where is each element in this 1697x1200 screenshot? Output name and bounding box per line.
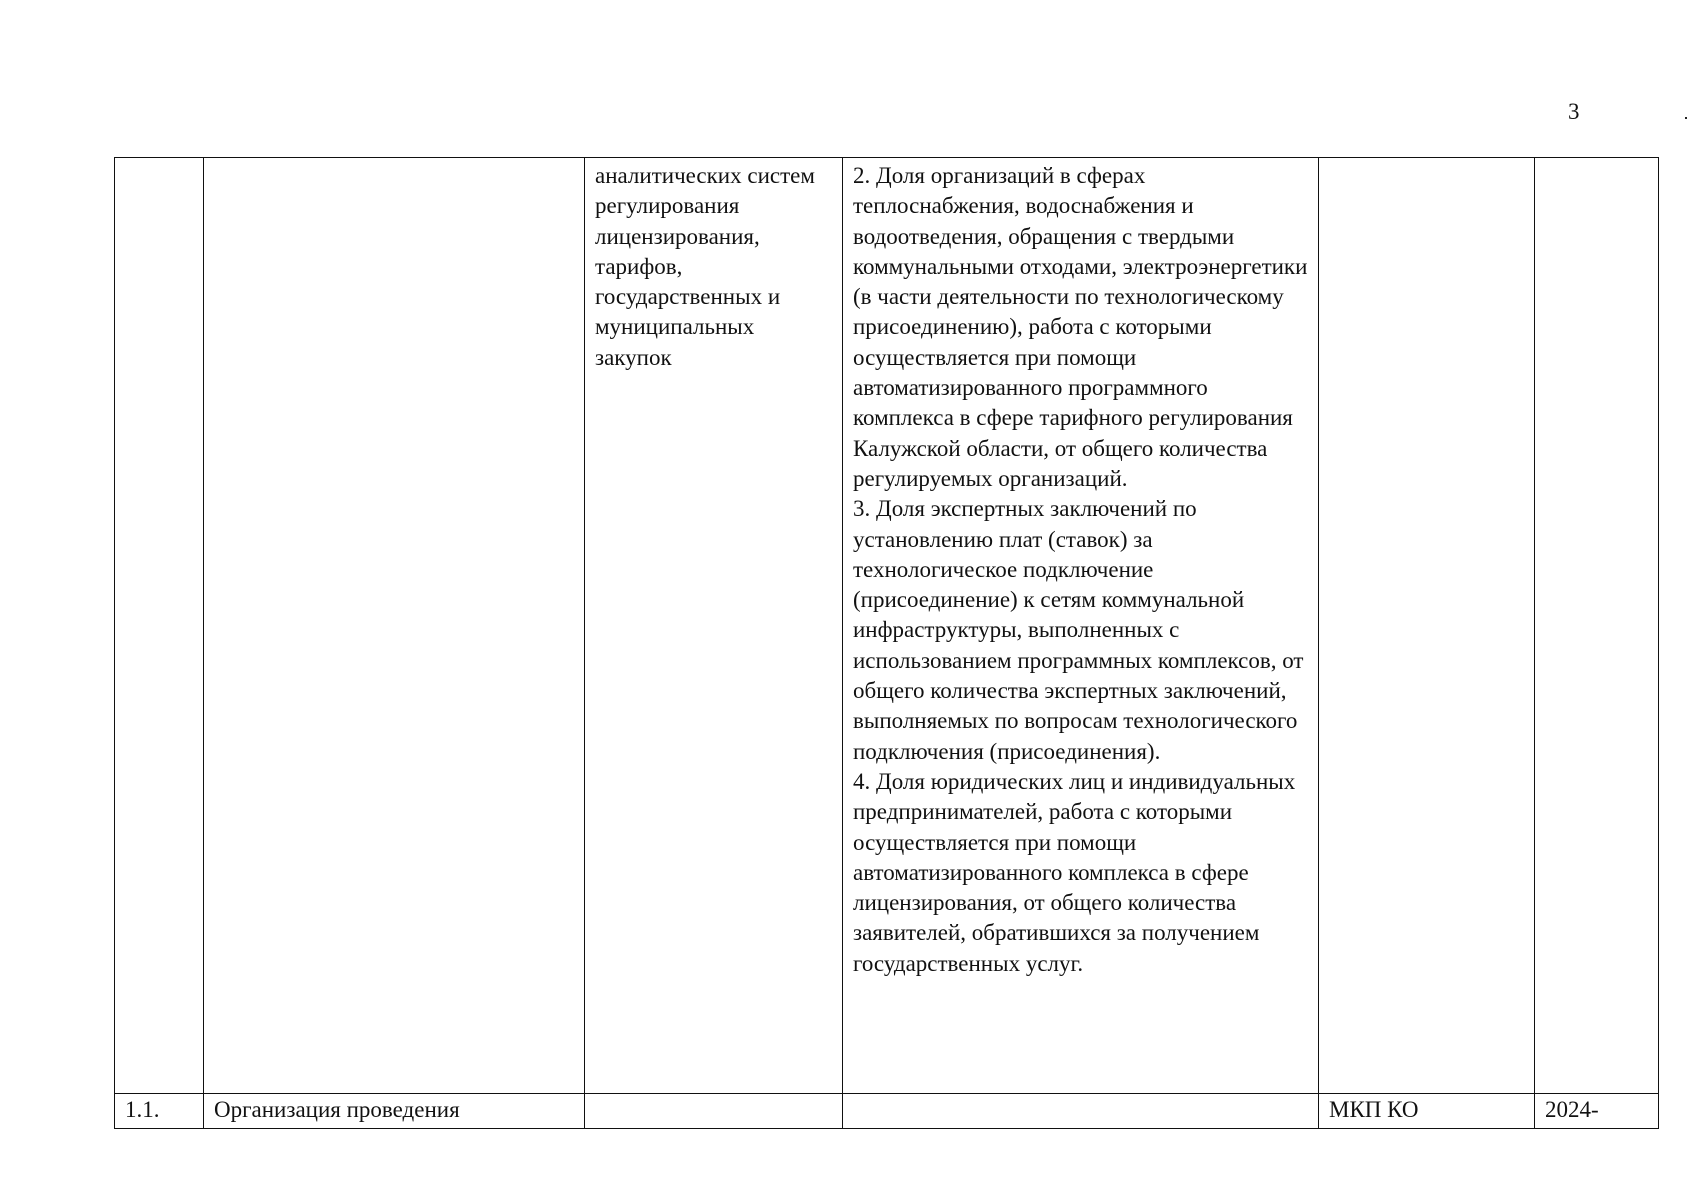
cell-number — [115, 158, 204, 1094]
page-number: 3 — [1568, 99, 1580, 124]
cell-executor — [1319, 158, 1535, 1094]
scan-mark — [1685, 117, 1687, 119]
table-row-continued — [115, 158, 1659, 1094]
cell-indicators — [843, 1094, 1319, 1129]
indicator-paragraph: 2. Доля организаций в сферах теплоснабжения, водоснабжения и водоотведения, обращения с твердыми коммунальными отходами, электроэнергетики (в части деятельности по технологическому присоединению), работа с которыми осуществляется при помощи автоматизированного программного комплекса в сфере тарифного регулирования Калужской области, от общего количества регулируемых организаций. — [853, 163, 1308, 491]
cell-description — [585, 1094, 843, 1129]
cell-period — [1535, 158, 1659, 1094]
cell-indicators — [843, 158, 1319, 1094]
indicator-paragraph: 3. Доля экспертных заключений по установлению плат (ставок) за технологическое подключение (присоединение) к сетям коммунальной инфраструктуры, выполненных с использованием программных комплексов, от общего количества экспертных заключений, выполняемых по вопросам технологического подключения (присоединения). — [853, 496, 1304, 764]
table-row-item — [115, 1094, 1659, 1129]
cell-period: 2024- — [1535, 1094, 1659, 1129]
cell-executor: МКП КО — [1319, 1094, 1535, 1129]
document-table — [114, 157, 1659, 1129]
indicator-paragraph: 4. Доля юридических лиц и индивидуальных предпринимателей, работа с которыми осуществляется при помощи автоматизированного комплекса в сфере лицензирования, от общего количества заявителей, обратившихся за получением государственных услуг. — [853, 768, 1296, 976]
cell-event-name: Организация проведения — [204, 1094, 585, 1129]
cell-description: аналитических систем регулирования лицензирования, тарифов, государственных и муниципальных закупок — [585, 158, 843, 1094]
cell-number: 1.1. — [115, 1094, 204, 1129]
cell-event-name — [204, 158, 585, 1094]
